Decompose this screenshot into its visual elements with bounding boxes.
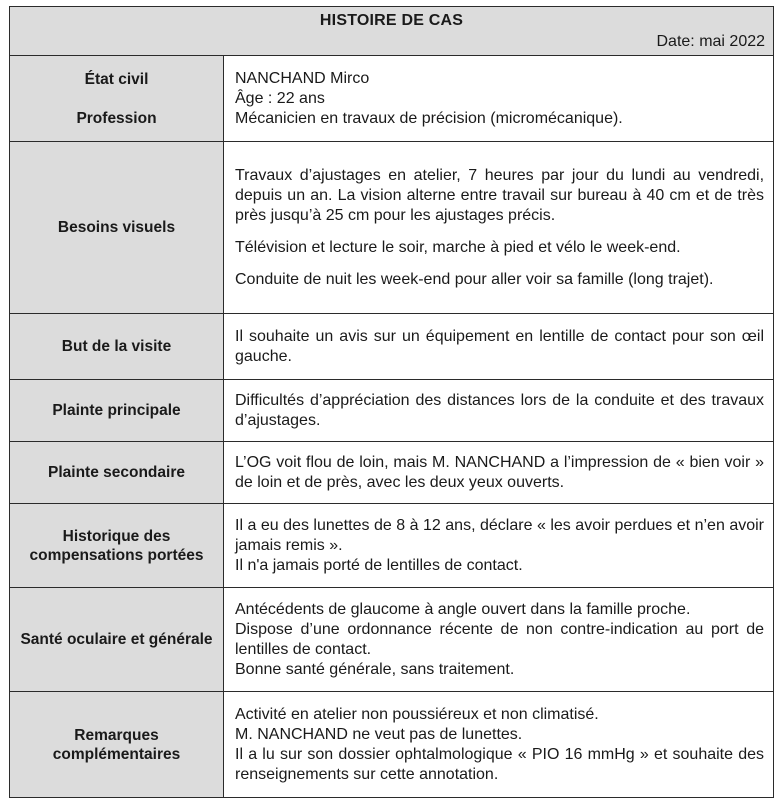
paragraph: Il a lu sur son dossier ophtalmologique « PIO 16 mmHg » et souhaite des renseignements sur cette annotation. [235,745,765,783]
case-history-table [9,6,774,798]
label-sante: Santé oculaire et générale [10,588,224,692]
paragraph: Travaux d’ajustages en atelier, 7 heures par jour du lundi au vendredi, depuis un an. La vision alterne entre travail sur bureau à 40 cm et de très près jusqu’à 25 cm pour les ajustages précis. [235,166,765,224]
paragraph: L’OG voit flou de loin, mais M. NANCHAND a l’impression de « bien voir » de loin et de près, avec les deux yeux ouverts. [235,453,765,491]
paragraph: Activité en atelier non poussiéreux et non climatisé. [235,705,599,723]
row-plainte-principale [10,380,774,442]
value-plainte-principale [224,380,774,442]
case-history-document [9,6,773,798]
paragraph: Dispose d’une ordonnance récente de non contre-indication au port de lentilles de contact. [235,620,765,658]
document-title: HISTOIRE DE CAS [319,12,464,29]
row-besoins-visuels [10,142,774,314]
label-but-visite: But de la visite [10,314,224,380]
patient-age: Âge : 22 ans [235,89,325,107]
label-historique-compensations: Historique des compensations portées [10,504,224,588]
row-etat-civil [10,56,774,142]
paragraph: Conduite de nuit les week-end pour aller voir sa famille (long trajet). [235,270,714,288]
value-remarques [224,692,774,798]
value-sante [224,588,774,692]
paragraph: Télévision et lecture le soir, marche à pied et vélo le week-end. [235,238,681,256]
label-besoins-visuels: Besoins visuels [10,142,224,314]
paragraph: Il souhaite un avis sur un équipement en lentille de contact pour son œil gauche. [235,327,765,365]
document-date: Date: mai 2022 [656,33,766,50]
label-etat-civil-profession [10,56,224,142]
value-besoins-visuels [224,142,774,314]
row-plainte-secondaire [10,442,774,504]
patient-profession: Mécanicien en travaux de précision (micromécanique). [235,109,623,127]
paragraph: Il n'a jamais porté de lentilles de contact. [235,556,523,574]
paragraph: Bonne santé générale, sans traitement. [235,660,515,678]
label-plainte-secondaire: Plainte secondaire [10,442,224,504]
row-sante [10,588,774,692]
value-but-visite [224,314,774,380]
value-plainte-secondaire [224,442,774,504]
label-profession: Profession [76,109,157,127]
paragraph: M. NANCHAND ne veut pas de lunettes. [235,725,523,743]
row-remarques [10,692,774,798]
patient-name: NANCHAND Mirco [235,69,370,87]
header-row [10,7,774,56]
value-historique-compensations [224,504,774,588]
label-etat-civil: État civil [84,70,149,88]
row-historique-compensations [10,504,774,588]
paragraph: Antécédents de glaucome à angle ouvert dans la famille proche. [235,600,691,618]
row-but-visite [10,314,774,380]
value-etat-civil [224,56,774,142]
label-remarques: Remarques complémentaires [10,692,224,798]
label-plainte-principale: Plainte principale [10,380,224,442]
paragraph: Il a eu des lunettes de 8 à 12 ans, déclare « les avoir perdues et n’en avoir jamais remis ». [235,516,765,554]
header-cell [10,7,774,56]
paragraph: Difficultés d’appréciation des distances lors de la conduite et des travaux d’ajustages. [235,391,765,429]
